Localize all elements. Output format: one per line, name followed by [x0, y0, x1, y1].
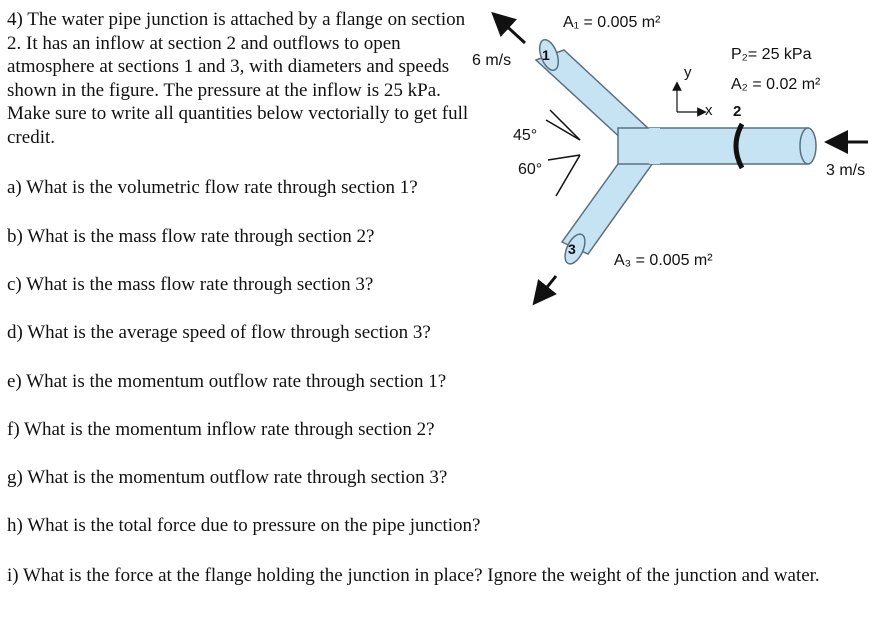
area-1-label: A₁ = 0.005 m² — [563, 14, 661, 31]
x-axis-label: x — [705, 102, 713, 119]
pressure-2-label: P₂= 25 kPa — [731, 46, 812, 63]
area-2-label: A₂ = 0.02 m² — [731, 76, 821, 93]
flow-arrow-1 — [500, 20, 525, 43]
question-b: b) What is the mass flow rate through section 2? — [7, 226, 375, 247]
flow-arrow-3 — [540, 276, 556, 296]
speed-1-label: 6 m/s — [472, 52, 512, 69]
question-e: e) What is the momentum outflow rate through section 1? — [7, 371, 447, 392]
question-i: i) What is the force at the flange holding the junction in place? Ignore the weight of the junction and water. — [7, 565, 820, 586]
section-2-label: 2 — [733, 103, 742, 120]
section-3-label: 3 — [568, 241, 576, 257]
question-d: d) What is the average speed of flow through section 3? — [7, 322, 431, 343]
speed-2-label: 3 m/s — [826, 162, 866, 179]
angle-45-label: 45° — [513, 127, 538, 144]
question-h: h) What is the total force due to pressure on the pipe junction? — [7, 515, 481, 536]
opening-2 — [800, 128, 816, 164]
angle-line-60 — [556, 155, 580, 196]
question-g: g) What is the momentum outflow rate through section 3? — [7, 467, 448, 488]
angle-60-label: 60° — [518, 161, 543, 178]
area-3-label: A₃ = 0.005 m² — [614, 252, 713, 269]
section-1-label: 1 — [542, 47, 550, 63]
y-axis-label: y — [684, 64, 692, 81]
problem-intro: 4) The water pipe junction is attached by a flange on section 2. It has an inflow at section 2 and outflows to open atmosphere at sections 1 and 3, with diameters and speeds shown in the figure. The pressure at the inflow is 25 kPa. Make sure to write all quantities below vectorially to get full credit. — [7, 9, 469, 148]
question-a: a) What is the volumetric flow rate through section 1? — [7, 177, 418, 198]
question-c: c) What is the mass flow rate through section 3? — [7, 274, 374, 295]
pipe-body — [536, 37, 816, 267]
question-f: f) What is the momentum inflow rate through section 2? — [7, 419, 435, 440]
